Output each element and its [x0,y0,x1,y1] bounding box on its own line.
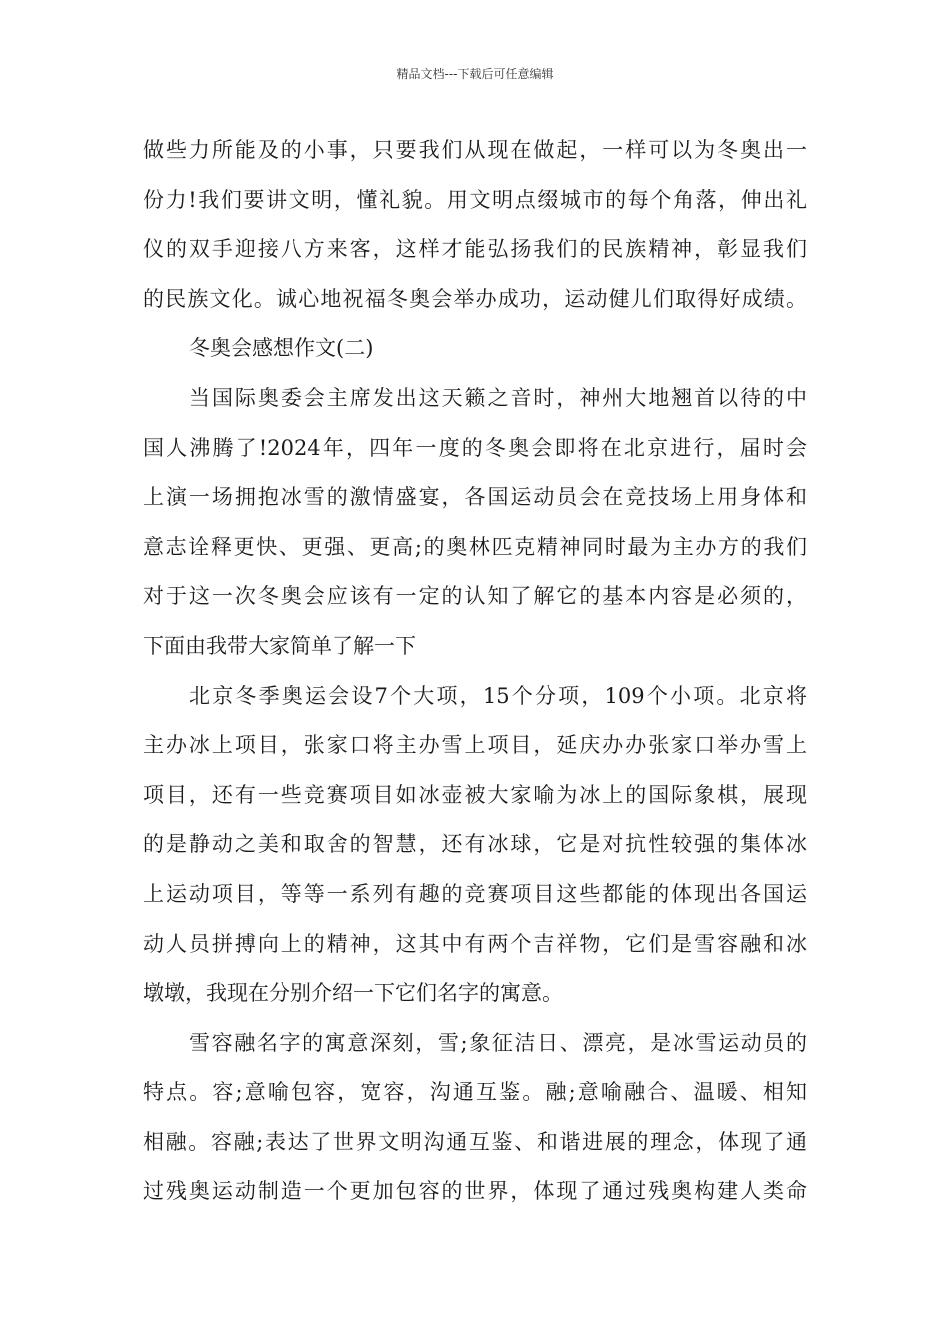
text-line: 主办冰上项目，张家口将主办雪上项目，延庆办办张家口举办雪上 [143,733,807,758]
text-line: 意志诠释更快、更强、更高;的奥林匹克精神同时最为主办方的我们 [143,534,807,559]
page-header: 精品文档---下载后可任意编辑 [396,67,554,81]
text-line: 过残奥运动制造一个更加包容的世界，体现了通过残奥构建人类命 [143,1179,807,1204]
text-line: 项目，还有一些竞赛项目如冰壶被大家喻为冰上的国际象棋，展现 [143,782,807,807]
text-line: 下面由我带大家简单了解一下 [143,633,416,658]
text-line: 冬奥会感想作文(二) [189,336,374,361]
text-line: 上演一场拥抱冰雪的激情盛宴，各国运动员会在竞技场上用身体和 [143,485,807,510]
text-line: 北京冬季奥运会设7个大项，15个分项，109个小项。北京将 [189,683,807,708]
text-line: 对于这一次冬奥会应该有一定的认知了解它的基本内容是必须的， [143,584,807,609]
document-body [143,126,807,1217]
text-line: 墩墩，我现在分别介绍一下它们名字的寓意。 [143,981,563,1006]
text-line: 的民族文化。诚心地祝福冬奥会举办成功，运动健儿们取得好成绩。 [143,286,807,311]
text-line: 当国际奥委会主席发出这天籁之音时，神州大地翘首以待的中 [189,385,807,410]
text-line: 动人员拼搏向上的精神，这其中有两个吉祥物，它们是雪容融和冰 [143,931,807,956]
text-line: 国人沸腾了!2024年，四年一度的冬奥会即将在北京进行，届时会 [143,435,807,460]
text-line: 的是静动之美和取舍的智慧，还有冰球，它是对抗性较强的集体冰 [143,832,807,857]
text-line: 相融。容融;表达了世界文明沟通互鉴、和谐进展的理念，体现了通 [143,1129,807,1154]
text-line: 仪的双手迎接八方来客，这样才能弘扬我们的民族精神，彰显我们 [143,237,807,262]
text-line: 份力!我们要讲文明，懂礼貌。用文明点缀城市的每个角落，伸出礼 [143,187,807,212]
text-line: 上运动项目，等等一系列有趣的竞赛项目这些都能的体现出各国运 [143,881,807,906]
text-line: 特点。容;意喻包容，宽容，沟通互鉴。融;意喻融合、温暖、相知 [143,1080,807,1105]
text-line: 做些力所能及的小事，只要我们从现在做起，一样可以为冬奥出一 [143,138,807,162]
text-line: 雪容融名字的寓意深刻，雪;象征洁日、漂亮，是冰雪运动员的 [189,1030,807,1055]
